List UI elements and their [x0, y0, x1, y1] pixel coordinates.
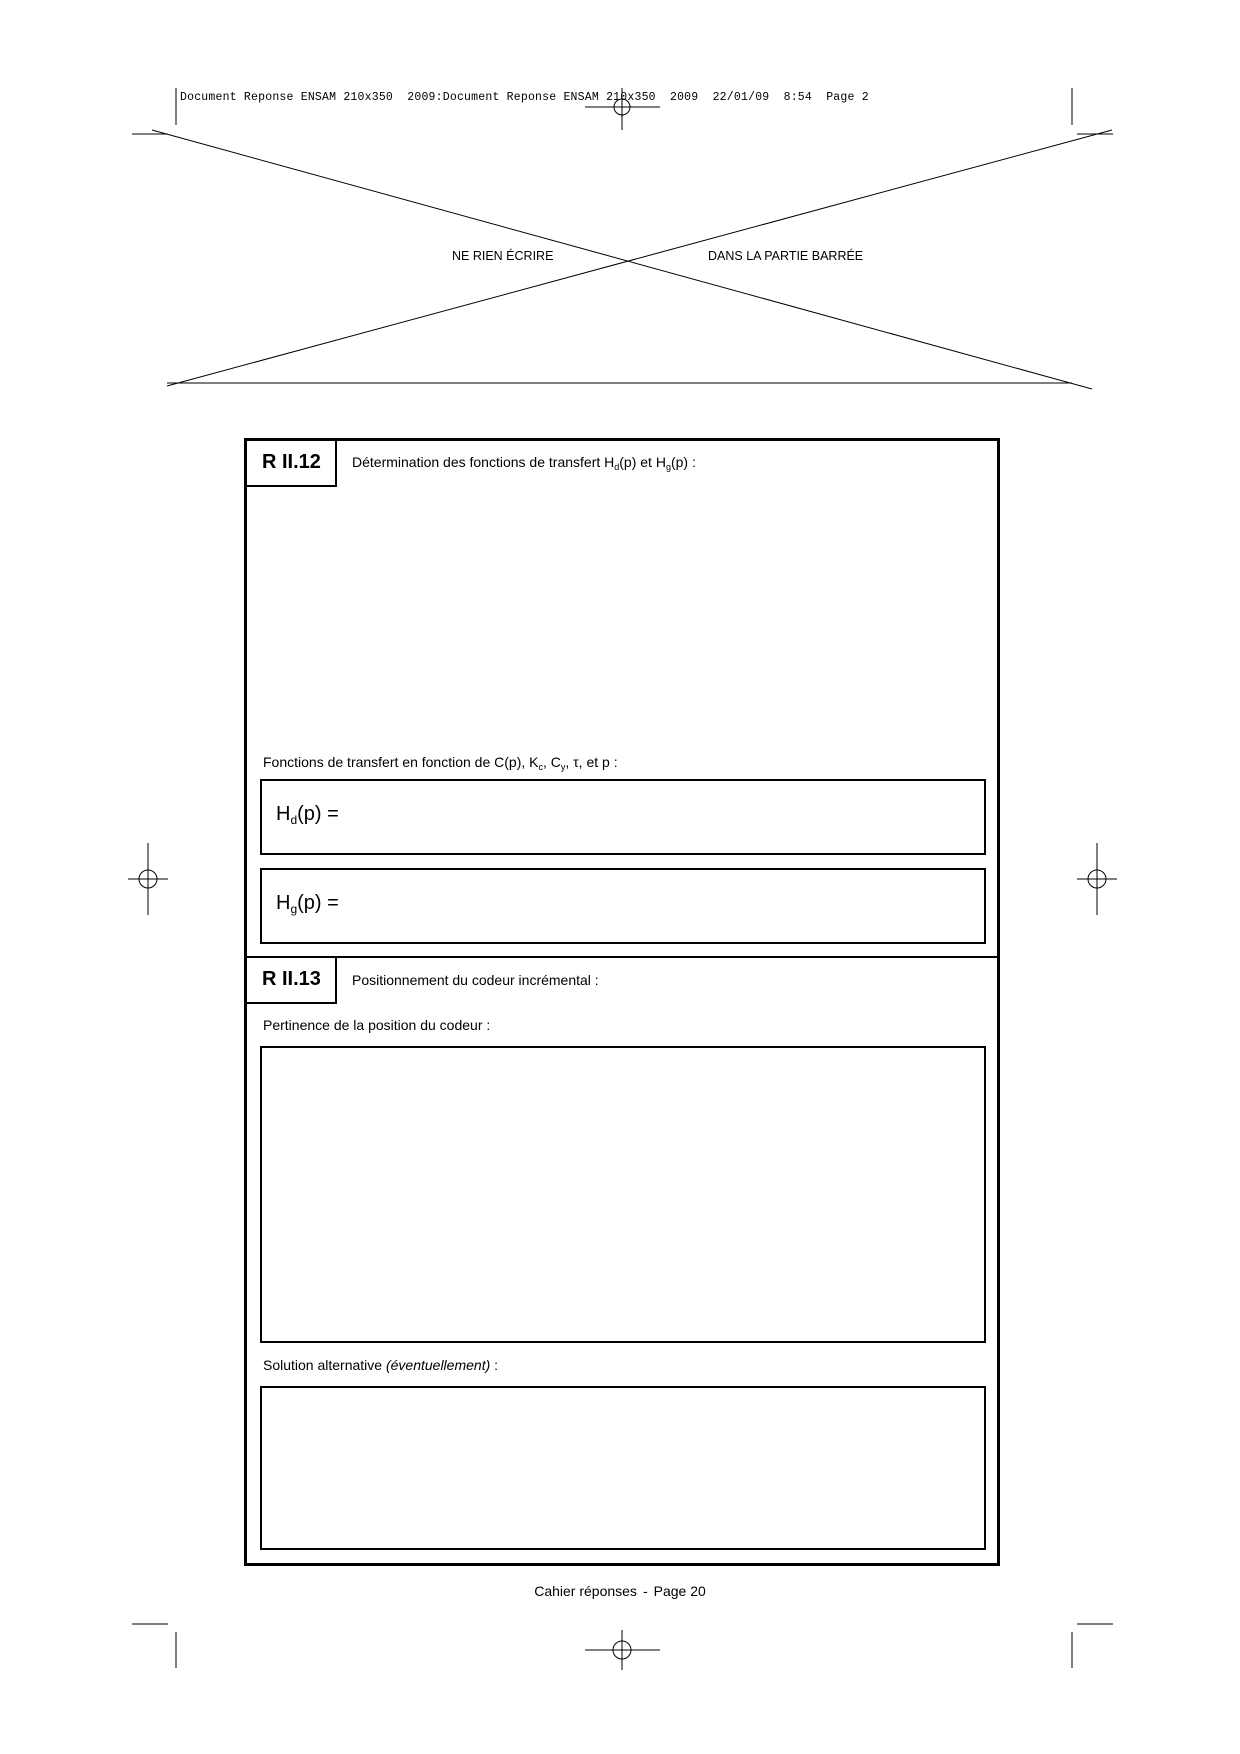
alternative-solution-answer-box[interactable]	[260, 1386, 986, 1550]
encoder-relevance-label: Pertinence de la position du codeur :	[263, 1017, 491, 1033]
print-slug-header: Document Reponse ENSAM 210x350 2009:Document Reponse ENSAM 210x350 2009 22/01/09 8:54 Page 2	[180, 91, 869, 104]
transfer-functions-intro: Fonctions de transfert en fonction de C(p), $K_c$, $C_y$, τ, et p :	[263, 754, 618, 772]
hd-answer-box[interactable]	[260, 779, 986, 855]
footer-booklet-name: Cahier réponses	[534, 1583, 637, 1599]
question-12-prompt: Détermination des fonctions de transfert $H_d(p)$ et $H_g(p)$ :	[352, 454, 696, 472]
registration-mark-left	[128, 843, 168, 915]
barred-zone-text-right: DANS LA PARTIE BARRÉE	[708, 249, 864, 263]
hg-formula-label: $H_g(p)$ =	[276, 892, 339, 916]
question-13-prompt: Positionnement du codeur incrémental :	[352, 972, 599, 988]
hg-answer-box[interactable]	[260, 868, 986, 944]
barred-diagonal-left	[152, 130, 1092, 389]
footer-separator: -	[642, 1583, 648, 1599]
question-label-r-ii-13: R II.13	[247, 958, 337, 1004]
alternative-solution-label: Solution alternative (éventuellement) :	[263, 1357, 499, 1373]
registration-mark-right	[1077, 843, 1117, 915]
hd-formula-label: $H_d(p)$ =	[276, 803, 339, 827]
question-label-r-ii-12: R II.12	[247, 441, 337, 487]
barred-zone-text-left: NE RIEN ÉCRIRE	[452, 249, 554, 263]
encoder-relevance-answer-box[interactable]	[260, 1046, 986, 1343]
barred-diagonal-right	[167, 130, 1112, 386]
page-footer	[0, 1583, 1240, 1599]
footer-page-number: Page 20	[653, 1583, 706, 1599]
section-divider	[244, 956, 1000, 958]
registration-mark-bottom	[585, 1630, 660, 1670]
